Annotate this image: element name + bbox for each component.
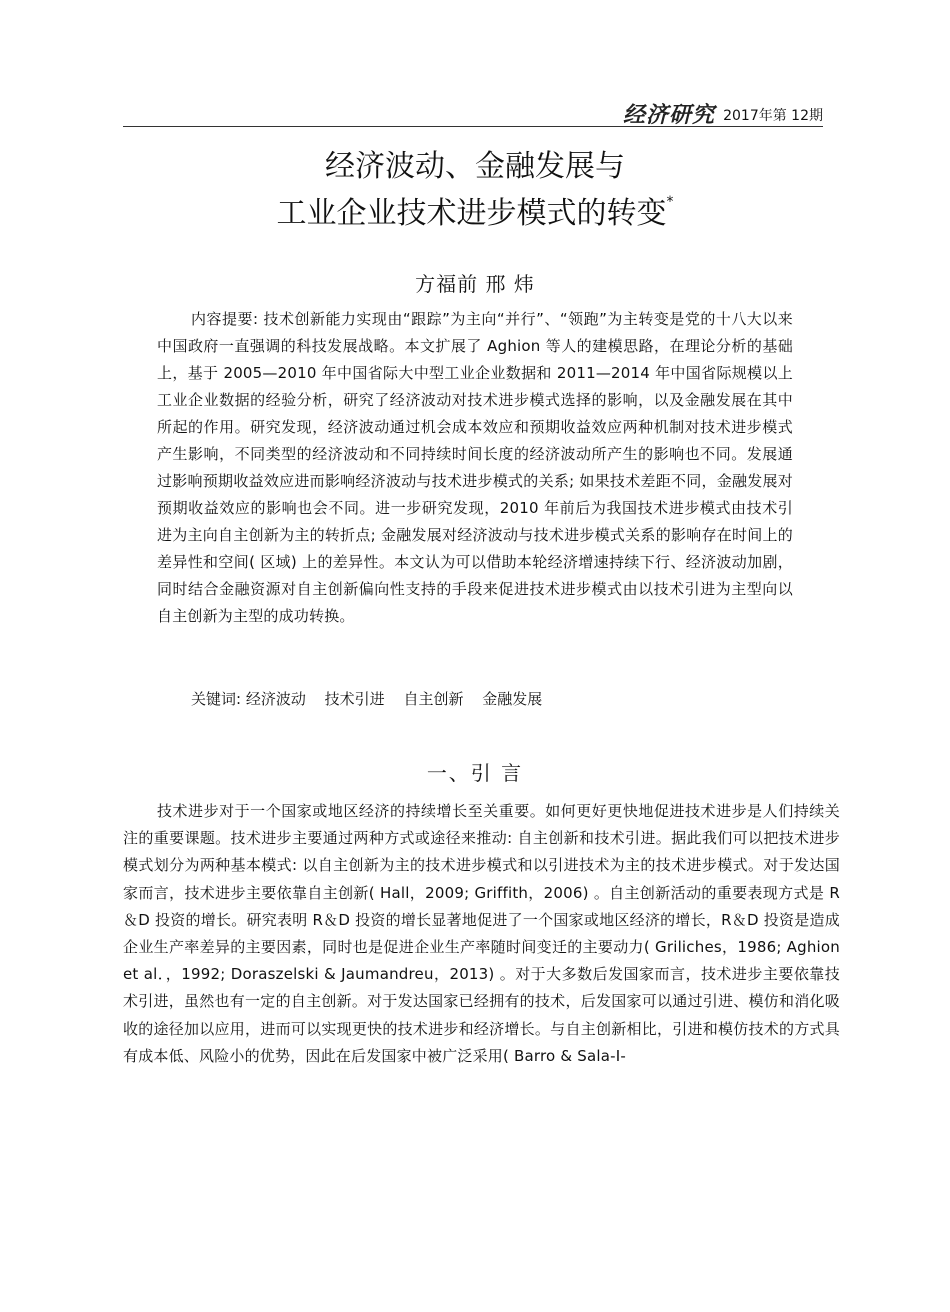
title-footnote-mark: *	[666, 194, 674, 210]
issue-number: 2017年第 12期	[723, 108, 823, 124]
keyword: 技术引进	[324, 690, 385, 708]
abstract-text: 内容提要: 技术创新能力实现由“跟踪”为主向“并行”、“领跑”为主转变是党的十八大以来中国政府一直强调的科技发展战略。本文扩展了 Aghion 等人的建模思路，在理论分析的基础上，基于 2005—2010 年中国省际大中型工业企业数据和 2011—2014 年中国省际规模以上工业企业数据的经验分析，研究了经济波动对技术进步模式选择的影响，以及金融发展在其中所起的作用。研究发现，经济波动通过机会成本效应和预期收益效应两种机制对技术进步模式产生影响，不同类型的经济波动和不同持续时间长度的经济波动所产生的影响也不同。发展通过影响预期收益效应进而影响经济波动与技术进步模式的关系; 如果技术差距不同，金融发展对预期收益效应的影响也会不同。进一步研究发现，2010 年前后为我国技术进步模式由技术引进为主向自主创新为主的转折点; 金融发展对经济波动与技术进步模式关系的影响存在时间上的差异性和空间( 区域) 上的差异性。本文认为可以借助本轮经济增速持续下行、经济波动加剧，同时结合金融资源对自主创新偏向性支持的手段来促进技术进步模式由以技术引进为主型向以自主创新为主型的成功转换。	[157, 310, 793, 625]
keyword: 经济波动	[245, 690, 306, 708]
title-line-2-text: 工业企业技术进步模式的转变	[276, 196, 667, 231]
title-line-2	[0, 194, 950, 231]
keywords	[191, 686, 791, 713]
journal-logo: 经济研究	[622, 102, 715, 128]
title-line-1: 经济波动、金融发展与	[325, 149, 625, 184]
keyword: 自主创新	[403, 690, 464, 708]
keywords-label: 关键词:	[191, 690, 242, 708]
body-text	[123, 798, 840, 1070]
abstract	[157, 306, 793, 630]
running-header	[123, 100, 823, 127]
body-paragraph: 技术进步对于一个国家或地区经济的持续增长至关重要。如何更好更快地促进技术进步是人们持续关注的重要课题。技术进步主要通过两种方式或途径来推动: 自主创新和技术引进。据此我们可以把技术进步模式划分为两种基本模式: 以自主创新为主的技术进步模式和以引进技术为主的技术进步模式。对于发达国家而言，技术进步主要依靠自主创新( Hall，2009; Griffith，2006) 。自主创新活动的重要表现方式是 R＆D 投资的增长。研究表明 R＆D 投资的增长显著地促进了一个国家或地区经济的增长，R＆D 投资是造成企业生产率差异的主要因素，同时也是促进企业生产率随时间变迁的主要动力( Griliches，1986; Aghion et al．，1992; Doraszelski & Jaumandreu，2013) 。对于大多数后发国家而言，技术进步主要依靠技术引进，虽然也有一定的自主创新。对于发达国家已经拥有的技术，后发国家可以通过引进、模仿和消化吸收的途径加以应用，进而可以实现更快的技术进步和经济增长。与自主创新相比，引进和模仿技术的方式具有成本低、风险小的优势，因此在后发国家中被广泛采用( Barro & Sala-I-	[123, 802, 840, 1065]
section-heading: 一、引 言	[426, 761, 524, 785]
keyword: 金融发展	[482, 690, 543, 708]
authors: 方福前 邢 炜	[415, 272, 535, 296]
